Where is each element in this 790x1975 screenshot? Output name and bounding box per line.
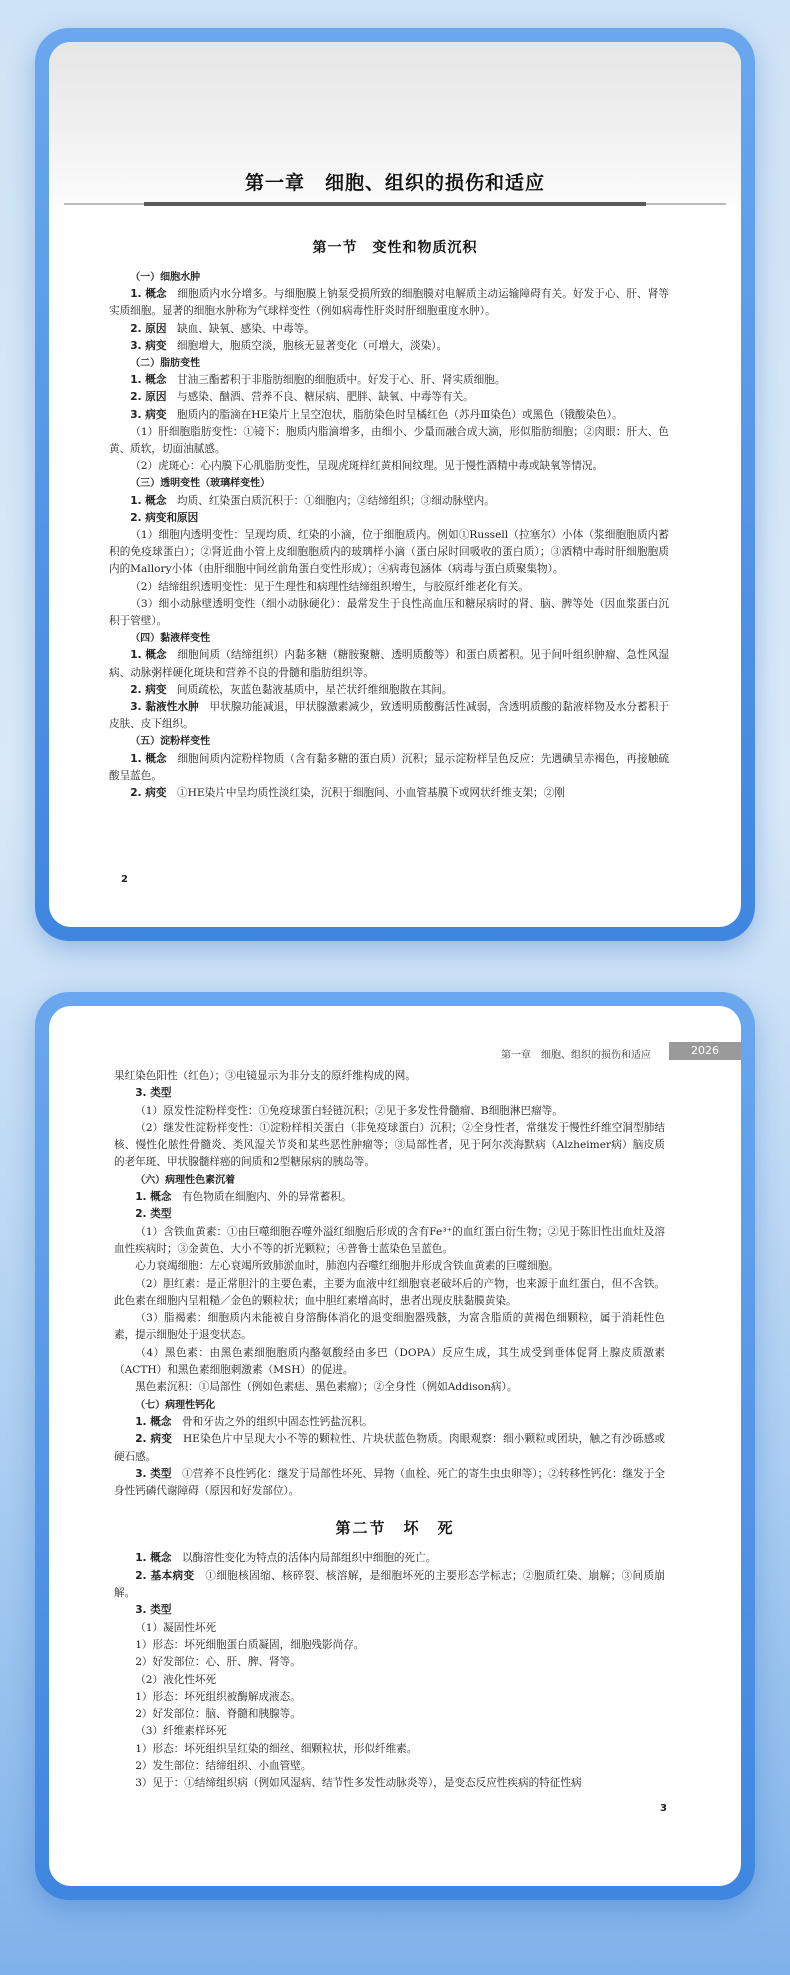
term-label: 2. 病变	[130, 787, 167, 800]
text-line	[114, 1345, 665, 1380]
chapter-title: 第一章 细胞、组织的损伤和适应	[244, 172, 545, 194]
text-line	[114, 1085, 665, 1102]
text-line	[114, 1741, 665, 1758]
term-label: 3. 黏液性水肿	[130, 701, 199, 714]
paragraph-text: 2）好发部位：心、肝、脾、肾等。	[135, 1656, 301, 1669]
paragraph-text: 均质、红染蛋白质沉积于：①细胞内；②结缔组织；③细动脉壁内。	[166, 494, 495, 507]
text-line	[109, 682, 669, 699]
text-line	[109, 647, 669, 681]
text-line	[114, 1723, 665, 1740]
paragraph-text: HE染色片中呈现大小不等的颗粒性、片块状蓝色物质。肉眼观察：细小颗粒或团块，触之有沙砾感或硬石感。	[114, 1433, 665, 1463]
paragraph-text: 有色物质在细胞内、外的异常蓄积。	[171, 1191, 352, 1204]
subsection-heading: （六）病理性色素沉着	[135, 1174, 236, 1186]
text-line	[109, 785, 669, 802]
text-line	[109, 596, 669, 630]
page-number: 2	[121, 874, 128, 885]
text-line	[114, 1414, 665, 1431]
text-line	[114, 1568, 665, 1603]
term-label: 1. 概念	[130, 288, 167, 301]
text-line	[114, 1654, 665, 1671]
subsection-heading: （七）病理性钙化	[135, 1399, 216, 1411]
text-line	[114, 1224, 665, 1259]
paragraph-text: 1）形态：坏死细胞蛋白质凝固，细胞残影尚存。	[135, 1638, 365, 1651]
paragraph-text: 骨和牙齿之外的组织中固态性钙盐沉积。	[171, 1415, 373, 1428]
text-line	[114, 1206, 665, 1223]
paragraph-text: ①HE染片中呈均质性淡红染，沉积于细胞间、小血管基膜下或网状纤维支架；②刚	[166, 787, 565, 800]
text-line	[109, 527, 669, 579]
text-line	[114, 1189, 665, 1206]
term-label: 1. 概念	[135, 1415, 172, 1428]
text-line	[114, 1637, 665, 1654]
paragraph-text: （1）细胞内透明变性：呈现均质、红染的小滴，位于细胞质内。例如①Russell（拉塞尔）小体（浆细胞胞质内蓄积的免疫球蛋白）；②肾近曲小管上皮细胞胞质内的玻璃样小滴（蛋白尿时回吸收的蛋白质）；③酒精中毒时肝细胞胞质内的Mallory小体（由肝细胞中间丝前角蛋白变性形成）；④病毒包涵体（病毒与蛋白质聚集物）。	[109, 529, 669, 576]
book-page-2	[49, 42, 741, 927]
term-label: 3. 病变	[130, 339, 167, 352]
term-label: 1. 概念	[135, 1552, 172, 1565]
page-frame-1	[35, 28, 755, 941]
subsection-heading: （五）淀粉样变性	[130, 736, 211, 748]
text-line	[114, 1431, 665, 1466]
text-line	[109, 699, 669, 733]
term-label: 3. 病变	[130, 408, 167, 421]
chapter-header	[49, 42, 741, 217]
text-line	[114, 1379, 665, 1396]
term-label: 3. 类型	[135, 1604, 172, 1617]
paragraph-text: （2）虎斑心：心内膜下心肌脂肪变性，呈现虎斑样红黄相间纹理。见于慢性酒精中毒或缺氧等情况。	[130, 460, 604, 473]
term-label: 1. 概念	[130, 374, 167, 387]
page-body	[49, 1068, 741, 1500]
paragraph-text: 细胞增大，胞质空淡，胞核无显著变化（可增大，淡染）。	[166, 339, 448, 352]
text-line	[114, 1550, 665, 1567]
paragraph-text: 心力衰竭细胞：左心衰竭所致肺淤血时，肺泡内吞噬红细胞并形成含铁血黄素的巨噬细胞。	[135, 1260, 559, 1273]
text-line	[109, 424, 669, 458]
text-line	[109, 458, 669, 475]
paragraph-text: 黑色素沉积：①局部性（例如色素痣、黑色素瘤）；②全身性（例如Addison病）。	[135, 1381, 518, 1394]
text-line	[114, 1276, 665, 1311]
term-label: 2. 病变	[135, 1433, 173, 1446]
paragraph-text: 细胞间质（结缔组织）内黏多糖（糖胺聚糖、透明质酸等）和蛋白质蓄积。见于间叶组织肿瘤、急性风湿病、动脉粥样硬化斑块和营养不良的骨髓和脂肪组织等。	[109, 649, 669, 679]
term-label: 2. 原因	[130, 391, 167, 404]
term-label: 3. 类型	[135, 1467, 172, 1480]
paragraph-text: 果红染色阳性（红色）；③电镜显示为非分支的原纤维构成的网。	[114, 1070, 416, 1082]
text-line	[114, 1689, 665, 1706]
subsection-heading: （一）细胞水肿	[130, 272, 201, 283]
paragraph-text: 2）发生部位：结缔组织、小血管壁。	[135, 1759, 312, 1772]
running-head-text: 第一章 细胞、组织的损伤和适应	[501, 1050, 651, 1061]
paragraph-text: 2）好发部位：脑、脊髓和胰腺等。	[135, 1708, 301, 1721]
paragraph-text: （2）结缔组织透明变性：见于生理性和病理性结缔组织增生，与胶原纤维老化有关。	[130, 580, 529, 593]
text-line	[109, 493, 669, 510]
section-title: 第一节 变性和物质沉积	[312, 240, 478, 256]
text-line	[114, 1258, 665, 1275]
text-line	[109, 579, 669, 596]
paragraph-text: 细胞质内水分增多。与细胞膜上钠泵受损所致的细胞膜对电解质主动运输障碍有关。好发于心、肝、肾等实质细胞。显著的细胞水肿称为气球样变性（例如病毒性肝炎时肝细胞重度水肿）。	[109, 288, 669, 318]
page-body-section-2	[49, 1550, 741, 1792]
heading-line	[109, 475, 669, 492]
page-number: 3	[660, 1803, 667, 1814]
text-line	[114, 1602, 665, 1619]
text-line	[114, 1466, 665, 1501]
term-label: 2. 病变和原因	[130, 511, 199, 524]
text-line	[109, 372, 669, 389]
text-line	[114, 1706, 665, 1723]
paragraph-text: 间质疏松，灰蓝色黏液基质中，星芒状纤维细胞散在其间。	[166, 683, 453, 696]
heading-line	[109, 269, 669, 286]
paragraph-text: 以酶溶性变化为特点的活体内局部组织中细胞的死亡。	[171, 1552, 437, 1565]
book-page-3	[49, 1006, 741, 1886]
text-line	[114, 1068, 665, 1085]
paragraph-text: 甘油三酯蓄积于非脂肪细胞的细胞质中。好发于心、肝、肾实质细胞。	[166, 374, 506, 387]
term-label: 2. 原因	[130, 322, 167, 335]
paragraph-text: 1）形态：坏死组织被酶解成液态。	[135, 1690, 301, 1703]
section-title: 第二节 坏 死	[335, 1519, 455, 1538]
paragraph-text: 缺血、缺氧、感染、中毒等。	[166, 322, 315, 335]
heading-line	[109, 733, 669, 750]
subsection-heading: （三）透明变性（玻璃样变性）	[130, 478, 271, 490]
paragraph-text: ①细胞核固缩、核碎裂、核溶解，是细胞坏死的主要形态学标志；②胞质红染、崩解；③间质崩解。	[114, 1569, 665, 1600]
paragraph-text: ①营养不良性钙化：继发于局部性坏死、异物（血栓、死亡的寄生虫虫卵等）；②转移性钙化：继发于全身性钙磷代谢障碍（原因和好发部位）。	[114, 1467, 665, 1498]
heading-line	[114, 1172, 665, 1189]
paragraph-text: （3）细小动脉壁透明变性（细小动脉硬化）：最常发生于良性高血压和糖尿病时的肾、脑、脾等处（因血浆蛋白沉积于管壁）。	[109, 597, 669, 628]
term-label: 2. 基本病变	[135, 1569, 195, 1582]
paragraph-text: （1）肝细胞脂肪变性：①镜下：胞质内脂滴增多，由细小、少量而融合成大滴，形似脂肪细胞；②肉眼：肝大、色黄、质软，切面油腻感。	[109, 425, 669, 456]
paragraph-text: （2）继发性淀粉样变性：①淀粉样相关蛋白（非免疫球蛋白）沉积；②全身性者，常继发于慢性纤维空洞型肺结核、慢性化脓性骨髓炎、类风湿关节炎和某些恶性肿瘤等；③局部性者，见于阿尔茨海默病（Alzheimer病）脑皮质的老年斑、甲状腺髓样癌的间质和2型糖尿病的胰岛等。	[114, 1121, 665, 1169]
paragraph-text: （2）胆红素：是正常胆汁的主要色素，主要为血液中红细胞衰老破坏后的产物，也来源于血红蛋白，但不含铁。此色素在细胞内呈粗糙／金色的颗粒状；血中胆红素增高时，患者出现皮肤黏膜黄染。	[114, 1277, 665, 1307]
running-head	[49, 1042, 741, 1068]
paragraph-text: 胞质内的脂滴在HE染片上呈空泡状，脂肪染色时呈橘红色（苏丹Ⅲ染色）或黑色（锇酸染色）。	[166, 408, 623, 421]
text-line	[109, 338, 669, 355]
heading-line	[109, 355, 669, 372]
term-label: 2. 类型	[135, 1208, 172, 1221]
text-line	[114, 1758, 665, 1775]
paragraph-text: 3）见于：①结缔组织病（例如风湿病、结节性多发性动脉炎等），是变态反应性疾病的特征性病	[135, 1777, 582, 1790]
term-label: 1. 概念	[130, 752, 167, 765]
term-label: 1. 概念	[130, 494, 167, 507]
text-line	[114, 1310, 665, 1345]
paragraph-text: 与感染、酗酒、营养不良、糖尿病、肥胖、缺氧、中毒等有关。	[166, 391, 474, 404]
paragraph-text: 细胞间质内淀粉样物质（含有黏多糖的蛋白质）沉积；显示淀粉样呈色反应：先遇碘呈赤褐色，再接触硫酸呈蓝色。	[109, 752, 669, 782]
page-frame-2	[35, 992, 755, 1900]
text-line	[109, 321, 669, 338]
paragraph-text: （3）脂褐素：细胞质内未能被自身溶酶体消化的退变细胞器残骸，为富含脂质的黄褐色细颗粒，属于消耗性色素，提示细胞处于退变状态。	[114, 1312, 665, 1342]
text-line	[114, 1120, 665, 1172]
paragraph-text: （4）黑色素：由黑色素细胞胞质内酪氨酸经由多巴（DOPA）反应生成，其生成受到垂体促肾上腺皮质激素（ACTH）和黑色素细胞刺激素（MSH）的促进。	[114, 1346, 665, 1377]
subsection-heading: （四）黏液样变性	[130, 633, 211, 645]
page-body	[49, 269, 741, 802]
text-line	[109, 286, 669, 320]
text-line	[109, 510, 669, 527]
term-label: 1. 概念	[130, 649, 167, 662]
paragraph-text: （1）原发性淀粉样变性：①免疫球蛋白轻链沉积；②见于多发性骨髓瘤、B细胞淋巴瘤等。	[135, 1104, 563, 1117]
term-label: 3. 类型	[135, 1087, 172, 1100]
text-line	[109, 407, 669, 424]
term-label: 2. 病变	[130, 683, 167, 696]
paragraph-text: 甲状腺功能减退，甲状腺激素减少，致透明质酸酶活性减弱，含透明质酸的黏液样物及水分蓄积于皮肤、皮下组织。	[109, 701, 669, 731]
text-line	[114, 1775, 665, 1792]
text-line	[109, 389, 669, 406]
text-line	[114, 1620, 665, 1637]
chapter-rule	[144, 202, 646, 206]
term-label: 1. 概念	[135, 1191, 172, 1204]
paragraph-text: （1）凝固性坏死	[135, 1621, 217, 1634]
subsection-heading: （二）脂肪变性	[130, 358, 201, 370]
paragraph-text: （3）纤维素样坏死	[135, 1725, 227, 1738]
heading-line	[109, 630, 669, 647]
text-line	[114, 1672, 665, 1689]
paragraph-text: （1）含铁血黄素：①由巨噬细胞吞噬外溢红细胞后形成的含有Fe³⁺的血红蛋白衍生物；②见于陈旧性出血灶及溶血性疾病时；③金黄色、大小不等的折光颗粒；④普鲁士蓝染色呈蓝色。	[114, 1225, 665, 1255]
year-badge: 2026	[669, 1042, 741, 1060]
text-line	[114, 1103, 665, 1120]
paragraph-text: 1）形态：坏死组织呈红染的细丝、细颗粒状，形似纤维素。	[135, 1742, 418, 1755]
heading-line	[114, 1397, 665, 1414]
paragraph-text: （2）液化性坏死	[135, 1673, 217, 1686]
text-line	[109, 751, 669, 785]
